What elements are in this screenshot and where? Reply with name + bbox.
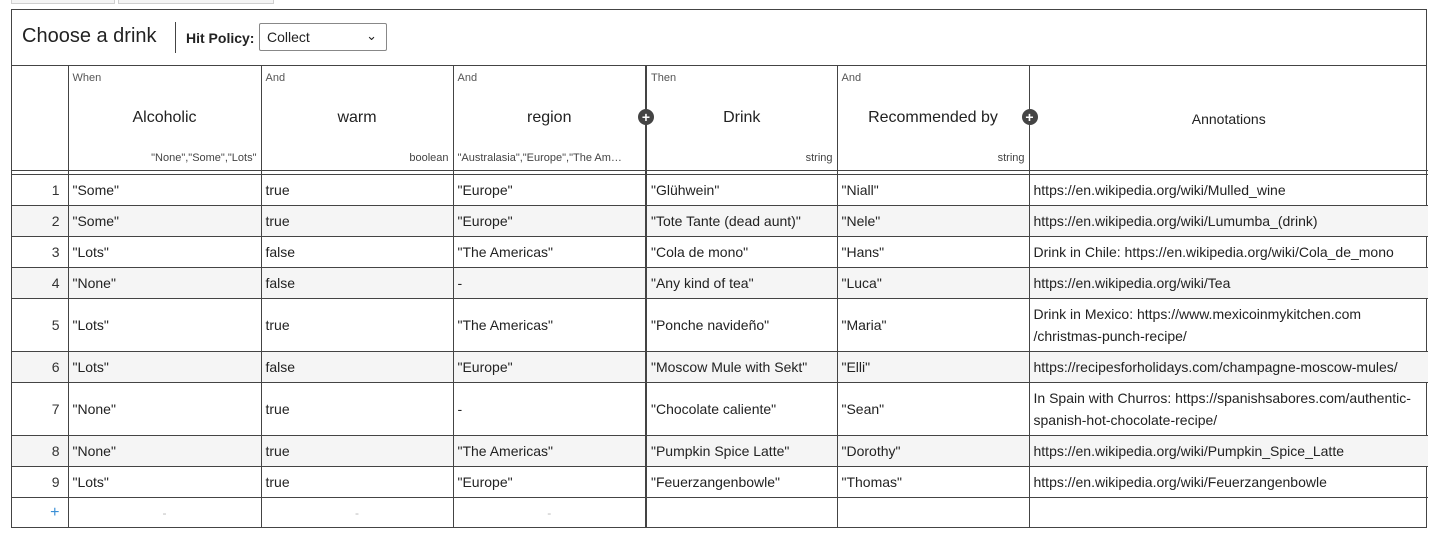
hit-policy-select[interactable]	[259, 23, 387, 51]
input-column-header[interactable]	[261, 66, 453, 171]
chevron-down-icon: ⌄	[366, 28, 377, 43]
drink-cell[interactable]: "Pumpkin Spice Latte"	[646, 436, 837, 467]
hit-policy-label: Hit Policy:	[186, 30, 255, 46]
warm-cell[interactable]: false	[261, 268, 453, 299]
row-index[interactable]: 3	[12, 237, 68, 268]
region-cell[interactable]: "Europe"	[453, 175, 646, 206]
decision-header	[12, 10, 1426, 66]
annotation-cell[interactable]: https://en.wikipedia.org/wiki/Feuerzangenbowle	[1029, 467, 1428, 498]
warm-cell[interactable]: false	[261, 352, 453, 383]
annotation-cell[interactable]: https://en.wikipedia.org/wiki/Mulled_wine	[1029, 175, 1428, 206]
alcoholic-cell[interactable]: "None"	[68, 436, 261, 467]
row-index[interactable]: 1	[12, 175, 68, 206]
warm-cell[interactable]: true	[261, 299, 453, 352]
recommended-by-cell[interactable]: "Thomas"	[837, 467, 1029, 498]
decision-table	[11, 9, 1427, 528]
clause-label: And	[457, 72, 478, 84]
region-cell[interactable]: -	[453, 268, 646, 299]
add-output-column-plus-icon[interactable]: +	[1022, 109, 1038, 125]
alcoholic-cell[interactable]: "Lots"	[68, 467, 261, 498]
warm-cell[interactable]: true	[261, 383, 453, 436]
output-column-header[interactable]	[837, 66, 1034, 171]
recommended-by-cell[interactable]: "Niall"	[837, 175, 1029, 206]
warm-cell[interactable]: true	[261, 175, 453, 206]
index-header	[12, 66, 68, 171]
alcoholic-cell[interactable]: "Lots"	[68, 299, 261, 352]
annotation-cell[interactable]: https://en.wikipedia.org/wiki/Tea	[1029, 268, 1428, 299]
drink-cell[interactable]: "Chocolate caliente"	[646, 383, 837, 436]
warm-cell[interactable]: true	[261, 467, 453, 498]
rule-row	[12, 383, 1428, 436]
annotations-label: Annotations	[1191, 111, 1266, 127]
annotation-cell[interactable]: In Spain with Churros: https://spanishsabores.com/authentic-spanish-hot-chocolate-recipe/	[1029, 383, 1428, 436]
column-header-row	[12, 66, 1428, 171]
clause-label: When	[72, 72, 102, 84]
rule-row	[12, 352, 1428, 383]
annotation-cell[interactable]: Drink in Chile: https://en.wikipedia.org/wiki/Cola_de_mono	[1029, 237, 1428, 268]
row-index[interactable]: 6	[12, 352, 68, 383]
clause-label: And	[841, 72, 862, 84]
drink-cell[interactable]: "Tote Tante (dead aunt)"	[646, 206, 837, 237]
placeholder-cell: -	[453, 498, 646, 529]
column-label: Recommended by	[868, 109, 998, 126]
annotation-cell[interactable]: https://recipesforholidays.com/champagne-moscow-mules/	[1029, 352, 1428, 383]
add-rule-row	[12, 498, 1428, 529]
rule-row	[12, 268, 1428, 299]
add-rule-button[interactable]: +	[50, 504, 60, 521]
type-ref: string	[997, 152, 1025, 164]
region-cell[interactable]: "The Americas"	[453, 299, 646, 352]
row-index[interactable]: 7	[12, 383, 68, 436]
alcoholic-cell[interactable]: "Lots"	[68, 237, 261, 268]
rule-row	[12, 436, 1428, 467]
annotation-cell[interactable]: Drink in Mexico: https://www.mexicoinmykitchen.com /christmas-punch-recipe/	[1029, 299, 1428, 352]
warm-cell[interactable]: true	[261, 206, 453, 237]
type-ref: "None","Some","Lots"	[151, 152, 257, 164]
column-label: Drink	[723, 109, 761, 126]
annotations-header[interactable]	[1029, 66, 1428, 171]
drink-cell[interactable]: "Feuerzangenbowle"	[646, 467, 837, 498]
rule-row	[12, 299, 1428, 352]
input-column-header[interactable]	[453, 66, 651, 171]
empty-cell	[646, 498, 837, 529]
alcoholic-cell[interactable]: "Some"	[68, 175, 261, 206]
recommended-by-cell[interactable]: "Nele"	[837, 206, 1029, 237]
alcoholic-cell[interactable]: "None"	[68, 268, 261, 299]
row-index[interactable]: 4	[12, 268, 68, 299]
rule-row	[12, 206, 1428, 237]
drink-cell[interactable]: "Ponche navideño"	[646, 299, 837, 352]
drink-cell[interactable]: "Glühwein"	[646, 175, 837, 206]
rule-row	[12, 175, 1428, 206]
clause-label: Then	[651, 72, 677, 84]
region-cell[interactable]: "Europe"	[453, 352, 646, 383]
drink-cell[interactable]: "Moscow Mule with Sekt"	[646, 352, 837, 383]
empty-cell	[837, 498, 1029, 529]
add-input-column-plus-icon[interactable]: +	[638, 109, 654, 125]
input-column-header[interactable]	[68, 66, 261, 171]
region-cell[interactable]: "Europe"	[453, 206, 646, 237]
hit-policy-value: Collect	[267, 29, 310, 45]
recommended-by-cell[interactable]: "Maria"	[837, 299, 1029, 352]
warm-cell[interactable]: false	[261, 237, 453, 268]
alcoholic-cell[interactable]: "Lots"	[68, 352, 261, 383]
rules-table	[12, 66, 1428, 528]
warm-cell[interactable]: true	[261, 436, 453, 467]
drink-cell[interactable]: "Cola de mono"	[646, 237, 837, 268]
recommended-by-cell[interactable]: "Dorothy"	[837, 436, 1029, 467]
output-column-header[interactable]	[646, 66, 837, 171]
empty-cell	[1029, 498, 1428, 529]
row-index[interactable]: 9	[12, 467, 68, 498]
region-cell[interactable]: "The Americas"	[453, 237, 646, 268]
region-cell[interactable]: "The Americas"	[453, 436, 646, 467]
column-label: Alcoholic	[132, 109, 197, 126]
rule-row	[12, 467, 1428, 498]
type-ref: "Australasia","Europe","The Am…	[457, 152, 622, 164]
header-divider	[175, 22, 176, 53]
row-index[interactable]: 5	[12, 299, 68, 352]
annotation-cell[interactable]: https://en.wikipedia.org/wiki/Lumumba_(drink)	[1029, 206, 1428, 237]
rule-row	[12, 237, 1428, 268]
row-index[interactable]: 8	[12, 436, 68, 467]
placeholder-cell: -	[261, 498, 453, 529]
column-label: region	[527, 109, 572, 126]
column-label: warm	[337, 109, 377, 126]
annotation-cell[interactable]: https://en.wikipedia.org/wiki/Pumpkin_Spice_Latte	[1029, 436, 1428, 467]
placeholder-cell: -	[68, 498, 261, 529]
alcoholic-cell[interactable]: "Some"	[68, 206, 261, 237]
recommended-by-cell[interactable]: "Elli"	[837, 352, 1029, 383]
recommended-by-cell[interactable]: "Hans"	[837, 237, 1029, 268]
type-ref: string	[805, 152, 833, 164]
region-cell[interactable]: "Europe"	[453, 467, 646, 498]
region-cell[interactable]: -	[453, 383, 646, 436]
type-ref: boolean	[409, 152, 449, 164]
drink-cell[interactable]: "Any kind of tea"	[646, 268, 837, 299]
row-index[interactable]: 2	[12, 206, 68, 237]
tab-stub[interactable]	[118, 0, 274, 4]
clause-label: And	[265, 72, 286, 84]
decision-name[interactable]: Choose a drink	[22, 25, 157, 47]
alcoholic-cell[interactable]: "None"	[68, 383, 261, 436]
tab-stub[interactable]	[11, 0, 115, 4]
recommended-by-cell[interactable]: "Sean"	[837, 383, 1029, 436]
recommended-by-cell[interactable]: "Luca"	[837, 268, 1029, 299]
